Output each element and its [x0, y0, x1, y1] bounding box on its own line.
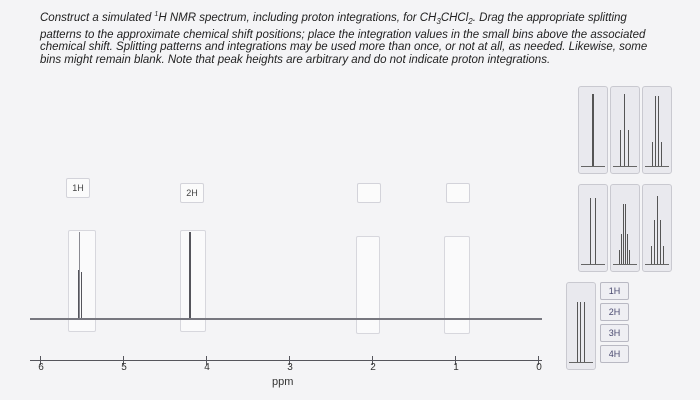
pattern-peak: [623, 204, 624, 264]
pattern-baseline: [581, 166, 605, 167]
pattern-peak: [580, 302, 581, 362]
pattern-peak: [657, 196, 658, 264]
pattern-peak: [592, 94, 594, 166]
integration-bin[interactable]: 2H: [180, 183, 204, 203]
doublet-peak: [81, 272, 82, 318]
pattern-peak: [629, 250, 630, 264]
pattern-peak: [654, 220, 655, 264]
axis-tick-label: 6: [38, 362, 44, 373]
pattern-baseline: [613, 264, 637, 265]
pattern-peak: [621, 234, 622, 264]
pattern-peak: [660, 220, 661, 264]
pattern-triplet-tile[interactable]: [610, 86, 640, 174]
subscript: 2: [468, 17, 473, 27]
pattern-peak: [595, 198, 596, 264]
pattern-quintet-tile[interactable]: [642, 184, 672, 272]
axis-unit-label: ppm: [272, 376, 294, 388]
instructions-part: Construct a simulated: [40, 11, 155, 24]
pattern-baseline: [613, 166, 637, 167]
pattern-baseline: [645, 166, 669, 167]
pattern-peak: [655, 96, 656, 166]
pattern-peak: [627, 234, 628, 264]
axis-tick-label: 2: [370, 362, 376, 373]
pattern-baseline: [581, 264, 605, 265]
integration-bin[interactable]: 1H: [66, 178, 90, 198]
pattern-singlet-tile[interactable]: [578, 86, 608, 174]
integration-bin[interactable]: [357, 183, 381, 203]
spectrum-baseline: [30, 318, 542, 320]
pattern-peak: [652, 142, 653, 166]
integration-label-3h[interactable]: 3H: [600, 324, 629, 342]
subscript: 3: [436, 17, 441, 27]
pattern-peak: [619, 250, 620, 264]
integration-label-4h[interactable]: 4H: [600, 345, 629, 363]
pattern-doublet-tile[interactable]: [578, 184, 608, 272]
pattern-peak: [625, 204, 626, 264]
pattern-bin[interactable]: [180, 230, 206, 332]
axis-tick-label: 1: [453, 362, 459, 373]
pattern-peak: [624, 94, 625, 166]
pattern-peak: [663, 246, 664, 264]
pattern-multiplet-tile[interactable]: [610, 184, 640, 272]
integration-label-2h[interactable]: 2H: [600, 303, 629, 321]
instructions-part: H NMR spectrum, including proton integrations, for CH: [158, 11, 437, 24]
pattern-doublet-of-doublets-tile[interactable]: [566, 282, 596, 370]
pattern-peak: [584, 302, 585, 362]
superscript: 1: [154, 11, 159, 18]
singlet-peak: [189, 232, 191, 318]
pattern-peak: [661, 142, 662, 166]
pattern-peak: [628, 130, 629, 166]
pattern-peak: [620, 130, 621, 166]
pattern-peak: [651, 246, 652, 264]
pattern-quartet-tile[interactable]: [642, 86, 672, 174]
pattern-peak: [577, 302, 578, 362]
integration-label-1h[interactable]: 1H: [600, 282, 629, 300]
axis-tick-label: 5: [121, 362, 127, 373]
integration-bin[interactable]: [446, 183, 470, 203]
doublet-peak: [79, 232, 80, 318]
axis-tick-label: 4: [204, 362, 210, 373]
pattern-peak: [658, 96, 659, 166]
pattern-peak: [590, 198, 591, 264]
ppm-axis: [30, 360, 542, 361]
instructions-part: . Drag the appropriate splitting patterns to the approximate chemical shift positions; place the integration values in the small bins above the associated chemical shift. Splitting patterns and integrations may be used more than once, or not at all, as needed. Likewise, some bins might remain blank. Note that peak heights are arbitrary and do not indicate proton integrations.: [40, 11, 648, 66]
axis-tick-label: 3: [287, 362, 293, 373]
pattern-baseline: [645, 264, 669, 265]
pattern-baseline: [569, 362, 593, 363]
instructions-part: CHCl: [440, 11, 469, 24]
axis-tick-label: 0: [536, 362, 542, 373]
pattern-bin[interactable]: [68, 230, 96, 332]
